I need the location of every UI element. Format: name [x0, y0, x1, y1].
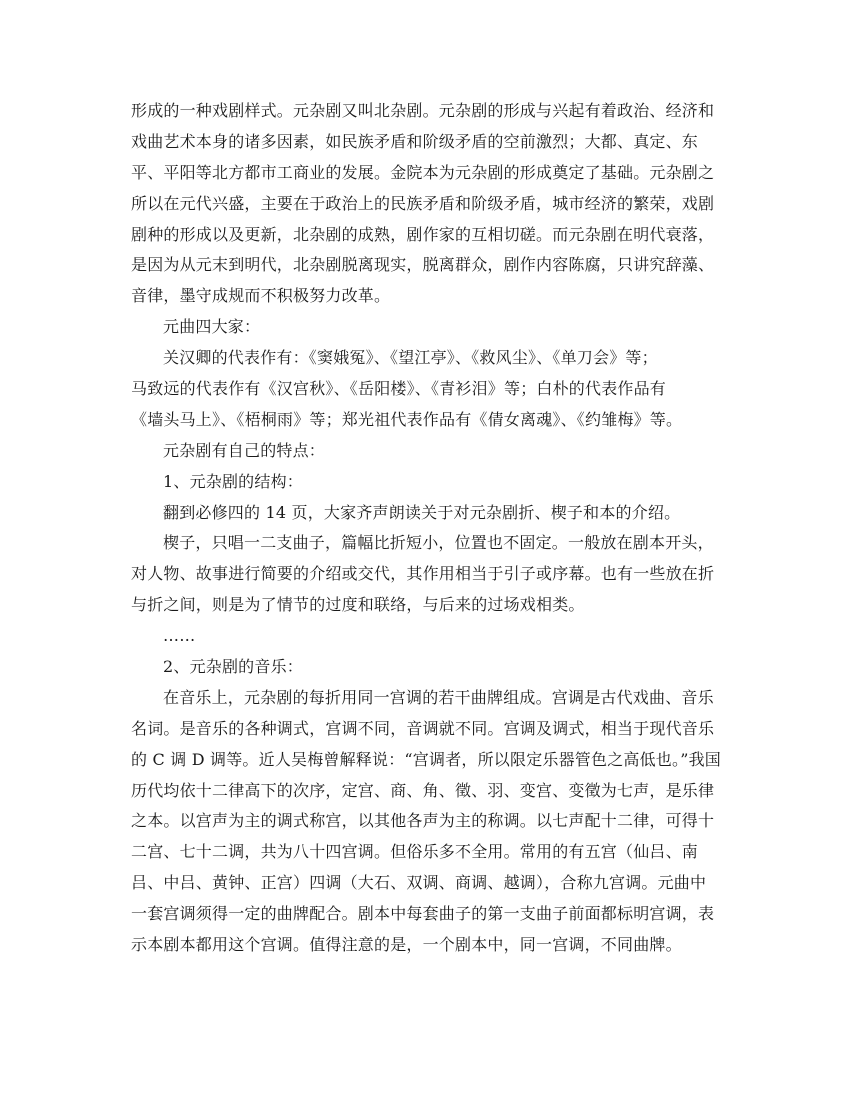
text-line: 翻到必修四的 14 页，大家齐声朗读关于对元杂剧折、楔子和本的介绍。: [163, 502, 681, 522]
text-line: 对人物、故事进行简要的介绍或交代，其作用相当于引子或序幕。也有一些放在折: [131, 564, 715, 584]
document-body: [131, 96, 741, 961]
text-line: 戏曲艺术本身的诸多因素，如民族矛盾和阶级矛盾的空前激烈；大都、真定、东: [131, 131, 699, 151]
text-line: 1、元杂剧的结构：: [163, 471, 303, 491]
text-line: 关汉卿的代表作有：《窦娥冤》、《望江亭》、《救风尘》、《单刀会》等；: [163, 348, 658, 368]
text-line: 元曲四大家：: [163, 317, 261, 337]
text-line: 二宫、七十二调，共为八十四宫调。但俗乐多不全用。常用的有五宫（仙吕、南: [131, 842, 699, 862]
text-line: ……: [163, 626, 196, 646]
text-line: 《墙头马上》、《梧桐雨》等；郑光祖代表作品有《倩女离魂》、《约雏梅》等。: [131, 409, 683, 429]
text-line: 元杂剧有自己的特点：: [163, 440, 326, 460]
text-line: 音律，墨守成规而不积极努力改革。: [131, 286, 391, 306]
text-line: 所以在元代兴盛，主要在于政治上的民族矛盾和阶级矛盾，城市经济的繁荣，戏剧: [131, 193, 715, 213]
text-line: 名词。是音乐的各种调式，宫调不同，音调就不同。宫调及调式，相当于现代音乐: [131, 718, 715, 738]
text-line: 的 C 调 D 调等。近人吴梅曾解释说：“宫调者，所以限定乐器管色之高低也。”我国: [131, 749, 721, 769]
text-line: 与折之间，则是为了情节的过度和联络，与后来的过场戏相类。: [131, 595, 585, 615]
text-line: 2、元杂剧的音乐：: [163, 657, 303, 677]
text-line: 一套宫调须得一定的曲牌配合。剧本中每套曲子的第一支曲子前面都标明宫调，表: [131, 904, 715, 924]
text-line: 历代均依十二律高下的次序，定宫、商、角、徵、羽、变宫、变徵为七声，是乐律: [131, 780, 715, 800]
text-line: 楔子，只唱一二支曲子，篇幅比折短小，位置也不固定。一般放在剧本开头，: [163, 533, 714, 553]
text-line: 马致远的代表作有《汉宫秋》、《岳阳楼》、《青衫泪》等；白朴的代表作品有: [131, 379, 667, 399]
text-line: 是因为从元末到明代，北杂剧脱离现实，脱离群众，剧作内容陈腐，只讲究辞藻、: [131, 255, 715, 275]
text-line: 剧种的形成以及更新，北杂剧的成熟，剧作家的互相切磋。而元杂剧在明代衰落，: [131, 224, 715, 244]
text-line: 之本。以宫声为主的调式称宫，以其他各声为主的称调。以七声配十二律，可得十: [131, 811, 715, 831]
document-page: [131, 96, 741, 961]
text-line: 形成的一种戏剧样式。元杂剧又叫北杂剧。元杂剧的形成与兴起有着政治、经济和: [131, 101, 715, 120]
text-line: 平、平阳等北方都市工商业的发展。金院本为元杂剧的形成奠定了基础。元杂剧之: [131, 162, 715, 182]
text-line: 吕、中吕、黄钟、正宫）四调（大石、双调、商调、越调），合称九宫调。元曲中: [131, 873, 707, 893]
text-line: 示本剧本都用这个宫调。值得注意的是，一个剧本中，同一宫调，不同曲牌。: [131, 935, 682, 955]
text-line: 在音乐上，元杂剧的每折用同一宫调的若干曲牌组成。宫调是古代戏曲、音乐: [163, 687, 714, 707]
